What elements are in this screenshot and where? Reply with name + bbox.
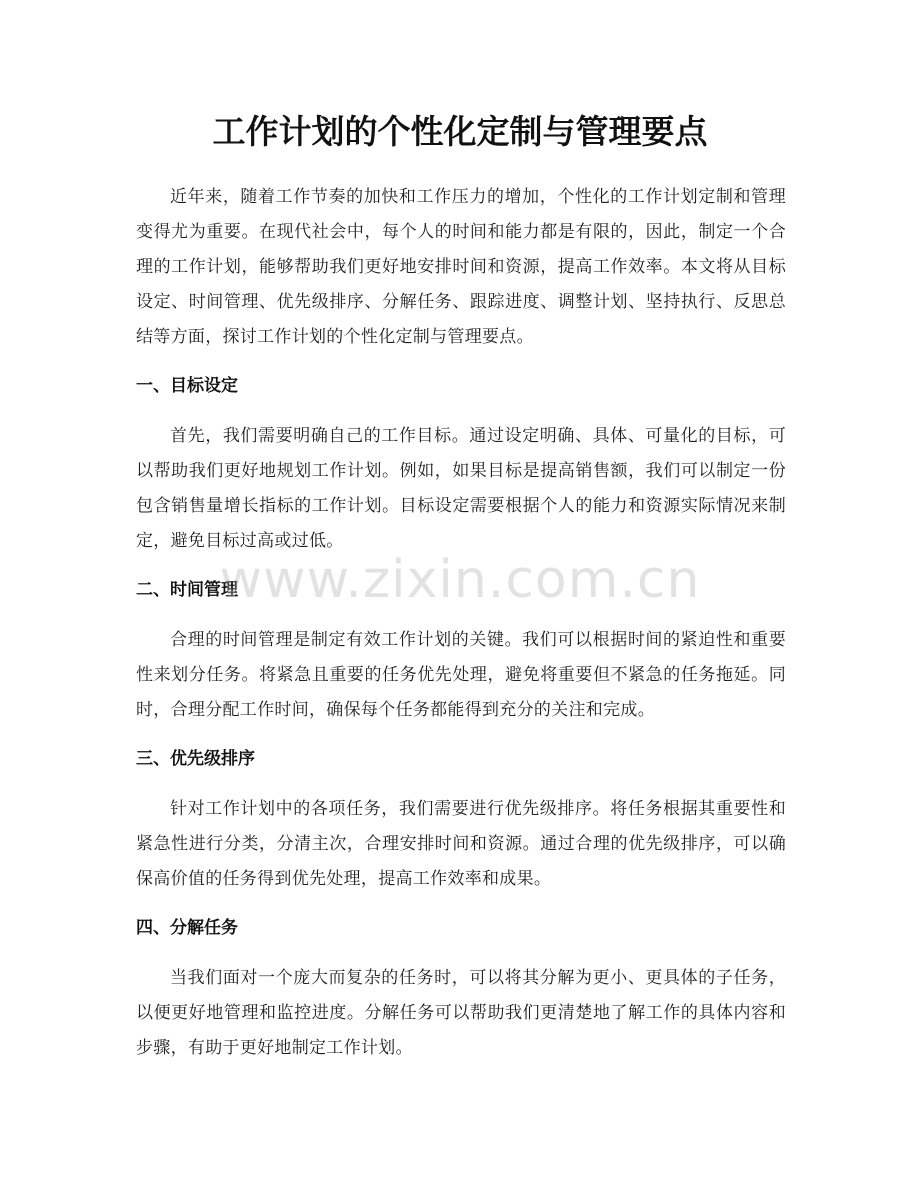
section-heading-time-management: 二、时间管理 bbox=[136, 580, 238, 600]
section-body-time-management: 合理的时间管理是制定有效工作计划的关键。我们可以根据时间的紧迫性和重要性来划分任务。将紧急且重要的任务优先处理，避免将重要但不紧急的任务拖延。同时，合理分配工作时间，确保每个任务都能得到充分的关注和完成。 bbox=[136, 630, 786, 720]
section-heading-goal-setting: 一、目标设定 bbox=[136, 376, 238, 396]
section-body-goal-setting: 首先，我们需要明确自己的工作目标。通过设定明确、具体、可量化的目标，可以帮助我们更好地规划工作计划。例如，如果目标是提高销售额，我们可以制定一份包含销售量增长指标的工作计划。目标设定需要根据个人的能力和资源实际情况来制定，避免目标过高或过低。 bbox=[136, 426, 786, 551]
section-heading-task-breakdown: 四、分解任务 bbox=[136, 918, 238, 938]
section-heading-priority: 三、优先级排序 bbox=[136, 749, 255, 769]
page-title: 工作计划的个性化定制与管理要点 bbox=[212, 112, 708, 151]
intro-paragraph: 近年来，随着工作节奏的加快和工作压力的增加，个性化的工作计划定制和管理变得尤为重要。在现代社会中，每个人的时间和能力都是有限的，因此，制定一个合理的工作计划，能够帮助我们更好地安排时间和资源，提高工作效率。本文将从目标设定、时间管理、优先级排序、分解任务、跟踪进度、调整计划、坚持执行、反思总结等方面，探讨工作计划的个性化定制与管理要点。 bbox=[136, 187, 786, 347]
section-body-task-breakdown: 当我们面对一个庞大而复杂的任务时，可以将其分解为更小、更具体的子任务，以便更好地管理和监控进度。分解任务可以帮助我们更清楚地了解工作的具体内容和步骤，有助于更好地制定工作计划。 bbox=[136, 968, 786, 1058]
watermark: www.zixin.com.cn bbox=[219, 550, 701, 610]
section-body-priority: 针对工作计划中的各项任务，我们需要进行优先级排序。将任务根据其重要性和紧急性进行分类，分清主次，合理安排时间和资源。通过合理的优先级排序，可以确保高价值的任务得到优先处理，提高工作效率和成果。 bbox=[136, 799, 786, 889]
document-body bbox=[136, 180, 786, 1066]
